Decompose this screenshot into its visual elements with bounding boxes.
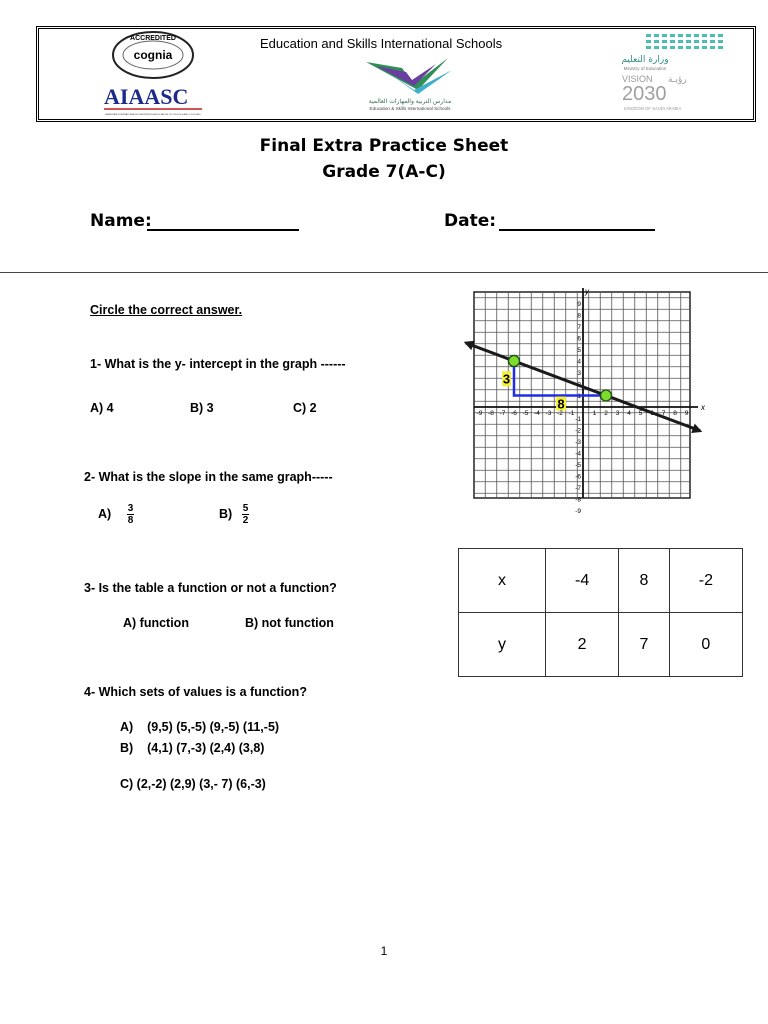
x-tick-label: -2 [557, 410, 563, 417]
q2-option-b[interactable] [219, 503, 249, 526]
question-1: 1- What is the y- intercept in the graph ------ [90, 357, 346, 371]
x-tick-label: 9 [684, 410, 689, 417]
coordinate-graph [462, 286, 714, 515]
y-tick-label: -6 [575, 473, 581, 481]
x-axis-label: x [701, 403, 705, 412]
q4-option-a[interactable]: A) (9,5) (5,-5) (9,-5) (11,-5) [120, 720, 280, 734]
cognia-brand-text: cognia [133, 48, 173, 62]
date-label: Date: [444, 211, 497, 231]
x-tick-label: 5 [638, 410, 643, 417]
q3-option-b[interactable]: B) not function [245, 616, 334, 630]
fraction-denominator: 2 [242, 515, 249, 526]
x-tick-label: 2 [604, 410, 608, 417]
y-tick-label: -1 [575, 416, 581, 423]
q2-option-a-label: A) [98, 506, 112, 521]
run-label: 8 [557, 396, 565, 412]
y-tick-label: 6 [577, 335, 581, 343]
q4-option-c[interactable]: C) (2,-2) (2,9) (3,- 7) (6,-3) [120, 777, 266, 791]
school-center-logo [362, 54, 458, 112]
x-tick-label: -1 [568, 410, 575, 417]
vision-2030-logo [600, 32, 726, 116]
x-tick-label: -4 [534, 410, 540, 417]
kingdom-text: KINGDOM OF SAUDI ARABIA [624, 106, 682, 111]
q2-option-b-label: B) [219, 506, 233, 521]
row-head-x: x [459, 549, 546, 613]
aiaasc-tagline: AMERICAN INTERNATIONAL ACCREDITATION ASSOCIATION OF SCHOOLS AND COLLEGES [105, 114, 201, 116]
instruction-text: Circle the correct answer. [90, 303, 243, 317]
y-tick-label: 9 [577, 301, 581, 308]
table-cell: -4 [546, 549, 619, 613]
y-tick-label: 7 [577, 324, 581, 331]
table-cell: -2 [669, 549, 742, 613]
y-tick-label: 4 [577, 358, 581, 366]
separator-line [0, 272, 768, 273]
question-2: 2- What is the slope in the same graph----- [84, 470, 333, 484]
y-tick-label: -9 [575, 508, 581, 515]
y-tick-label: 3 [577, 370, 581, 377]
graph-point [509, 356, 520, 367]
q2-option-a-fraction [127, 503, 135, 526]
name-label: Name: [90, 211, 152, 231]
y-tick-label: -8 [575, 496, 581, 504]
y-tick-label: -2 [575, 427, 581, 435]
school-name: Education and Skills International Schools [260, 36, 503, 51]
aiaasc-logo [104, 84, 204, 118]
x-tick-label: -7 [499, 410, 506, 417]
seal-ring-text: ACCREDITED [130, 35, 176, 42]
fraction-denominator: 8 [127, 515, 134, 526]
q2-option-b-fraction [242, 503, 250, 526]
x-tick-label: -6 [511, 410, 517, 417]
fraction-numerator: 3 [127, 503, 134, 514]
center-logo-arabic: مدارس التربية والمهارات العالمية [368, 98, 452, 105]
name-blank[interactable] [147, 229, 299, 231]
table-cell: 2 [546, 613, 619, 677]
x-tick-label: -9 [476, 410, 483, 417]
y-tick-label: -7 [575, 485, 581, 492]
table-cell: 8 [619, 549, 670, 613]
vision-year-text: 2030 [622, 83, 667, 105]
question-3: 3- Is the table a function or not a function? [84, 581, 337, 595]
y-tick-label: -5 [575, 462, 581, 469]
x-tick-label: -3 [545, 410, 552, 417]
graph-point [601, 390, 612, 401]
x-tick-label: -5 [522, 410, 529, 417]
rise-label: 3 [502, 371, 511, 387]
q1-option-a[interactable]: A) 4 [90, 401, 114, 415]
x-tick-label: 1 [592, 410, 597, 417]
x-tick-label: -8 [488, 410, 494, 417]
date-blank[interactable] [499, 229, 655, 231]
q3-option-a[interactable]: A) function [123, 616, 189, 630]
x-tick-label: 3 [615, 410, 620, 417]
title-line-1: Final Extra Practice Sheet [259, 136, 509, 156]
page-number: 1 [380, 944, 388, 958]
q1-option-c[interactable]: C) 2 [293, 401, 317, 415]
row-head-y: y [459, 613, 546, 677]
y-tick-label: -3 [575, 439, 581, 446]
table-cell: 7 [619, 613, 670, 677]
y-tick-label: 5 [577, 347, 581, 354]
table-row-y [459, 613, 743, 677]
q4-option-b[interactable]: B) (4,1) (7,-3) (2,4) (3,8) [120, 741, 265, 755]
y-tick-label: 1 [577, 393, 581, 400]
y-tick-label: -4 [575, 450, 581, 458]
x-tick-label: 8 [673, 410, 677, 417]
ministry-arabic-text: وزارة التعليم [621, 55, 669, 65]
table-cell: 0 [669, 613, 742, 677]
cognia-accreditation-seal [110, 30, 196, 80]
y-tick-label: 8 [577, 312, 581, 320]
vision-word-text: VISION [622, 74, 653, 84]
table-row-x [459, 549, 743, 613]
title-line-2: Grade 7(A-C) [322, 162, 446, 182]
x-tick-label: 4 [627, 410, 631, 417]
q1-option-b[interactable]: B) 3 [190, 401, 214, 415]
fraction-numerator: 5 [242, 503, 249, 514]
function-table [458, 548, 743, 677]
ministry-english-text: Ministry of Education [623, 66, 667, 71]
q2-option-a[interactable] [98, 503, 134, 526]
question-4: 4- Which sets of values is a function? [84, 685, 307, 699]
x-tick-label: 7 [661, 410, 666, 417]
aiaasc-logo-text: AIAASC [104, 84, 189, 109]
vision-arabic-text: رؤيـة [668, 75, 687, 85]
center-logo-english: Education & Skills International Schools [369, 106, 451, 111]
y-axis-label: y [585, 287, 589, 296]
